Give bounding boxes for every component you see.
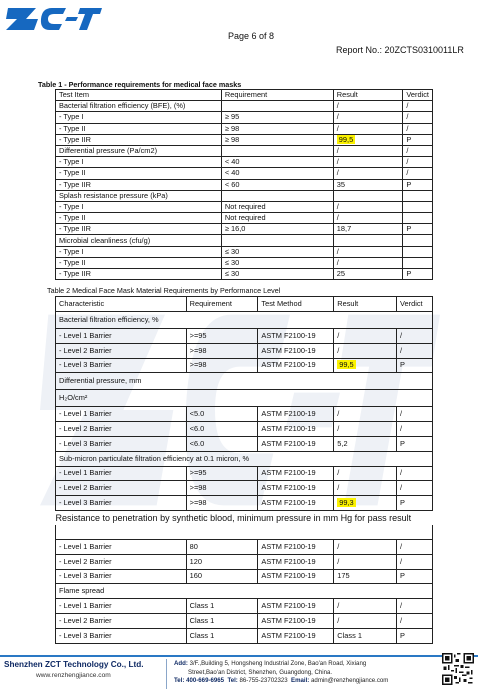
column-header: Characteristic bbox=[56, 297, 187, 312]
table-row bbox=[56, 496, 433, 511]
table-cell: <5.0 bbox=[186, 407, 258, 422]
table-cell: 5,2 bbox=[334, 436, 397, 451]
table-cell: >=98 bbox=[186, 496, 258, 511]
table-row bbox=[56, 466, 433, 481]
table-cell: ASTM F2100-19 bbox=[258, 554, 334, 569]
table-cell: 80 bbox=[186, 539, 258, 554]
table-cell: P bbox=[397, 569, 433, 584]
table-cell: ASTM F2100-19 bbox=[258, 628, 334, 643]
table-row bbox=[56, 358, 433, 373]
material-requirements-table bbox=[55, 296, 433, 644]
table-row bbox=[56, 168, 433, 179]
table-cell: P bbox=[397, 436, 433, 451]
table-cell: 99,3 bbox=[334, 496, 397, 511]
section-label: Sub-micron particulate filtration efficiency at 0.1 micron, % bbox=[56, 451, 433, 466]
table-cell: - Level 3 Barrier bbox=[56, 436, 187, 451]
table-cell: - Type IIR bbox=[56, 224, 222, 235]
table-cell: ASTM F2100-19 bbox=[258, 569, 334, 584]
table-row bbox=[56, 569, 433, 584]
table-cell: - Level 1 Barrier bbox=[56, 599, 187, 614]
table-cell bbox=[221, 145, 333, 156]
table-cell: / bbox=[403, 112, 433, 123]
table-cell: - Level 3 Barrier bbox=[56, 496, 187, 511]
table-cell: / bbox=[397, 599, 433, 614]
table-cell: ASTM F2100-19 bbox=[258, 358, 334, 373]
table-cell: / bbox=[397, 554, 433, 569]
table-cell: / bbox=[397, 613, 433, 628]
table-cell: P bbox=[397, 496, 433, 511]
table-cell: / bbox=[403, 101, 433, 112]
section-label: Bacterial filtration efficiency, % bbox=[56, 312, 433, 329]
table-cell: ASTM F2100-19 bbox=[258, 613, 334, 628]
table-cell: ASTM F2100-19 bbox=[258, 481, 334, 496]
table-cell: ≤ 30 bbox=[221, 257, 333, 268]
footer-rule bbox=[0, 655, 478, 657]
table-cell: ASTM F2100-19 bbox=[258, 496, 334, 511]
column-header: Test Method bbox=[258, 297, 334, 312]
table-cell: Class 1 bbox=[186, 628, 258, 643]
company-name: Shenzhen ZCT Technology Co., Ltd. bbox=[4, 660, 144, 669]
table-cell: ≥ 16,0 bbox=[221, 224, 333, 235]
table-cell: / bbox=[334, 466, 397, 481]
table-cell: <6.0 bbox=[186, 422, 258, 437]
table-cell: / bbox=[334, 343, 397, 358]
table-cell: ASTM F2100-19 bbox=[258, 329, 334, 344]
table-cell: P bbox=[397, 628, 433, 643]
table-cell: 99,5 bbox=[334, 358, 397, 373]
address-line-2: Street,Bao'an District, Shenzhen, Guangdong, China. bbox=[188, 668, 333, 676]
table-cell: ≤ 30 bbox=[221, 246, 333, 257]
table-row bbox=[56, 201, 433, 212]
table-cell: >=95 bbox=[186, 466, 258, 481]
column-header: Requirement bbox=[221, 90, 333, 101]
table-cell: ≥ 98 bbox=[221, 134, 333, 145]
table2-title: Table 2 Medical Face Mask Material Requirements by Performance Level bbox=[47, 286, 281, 295]
table-cell: / bbox=[334, 599, 397, 614]
table-cell: Not required bbox=[221, 201, 333, 212]
table-cell: Microbial cleanliness (cfu/g) bbox=[56, 235, 222, 246]
table-cell: >=98 bbox=[186, 358, 258, 373]
table-cell: / bbox=[403, 145, 433, 156]
table-cell: / bbox=[397, 343, 433, 358]
table-cell: ≤ 30 bbox=[221, 269, 333, 280]
table-cell: / bbox=[334, 422, 397, 437]
section-row bbox=[56, 451, 433, 466]
table-row bbox=[56, 235, 433, 246]
table-cell: >=98 bbox=[186, 481, 258, 496]
table-cell: P bbox=[397, 358, 433, 373]
table-row bbox=[56, 190, 433, 201]
table-cell: - Level 3 Barrier bbox=[56, 358, 187, 373]
table-row bbox=[56, 134, 433, 145]
table-cell: / bbox=[334, 613, 397, 628]
report-number: Report No.: 20ZCTS0310011LR bbox=[336, 45, 464, 55]
table-cell bbox=[403, 246, 433, 257]
table-cell: Not required bbox=[221, 213, 333, 224]
table-cell: / bbox=[333, 257, 403, 268]
table-row bbox=[56, 343, 433, 358]
table-cell: - Level 2 Barrier bbox=[56, 554, 187, 569]
page-number: Page 6 of 8 bbox=[228, 31, 275, 41]
table-row bbox=[56, 224, 433, 235]
table-cell: / bbox=[397, 422, 433, 437]
table-row bbox=[56, 539, 433, 554]
table-cell: ASTM F2100-19 bbox=[258, 343, 334, 358]
section-label: Flame spread bbox=[56, 584, 433, 599]
table-cell: / bbox=[397, 466, 433, 481]
table-cell: 35 bbox=[333, 179, 403, 190]
table-cell bbox=[221, 235, 333, 246]
column-header: Result bbox=[334, 297, 397, 312]
table-cell: / bbox=[334, 554, 397, 569]
section-label: Resistance to penetration by synthetic blood, minimum pressure in mm Hg for pass result bbox=[56, 510, 433, 525]
table-cell: 120 bbox=[186, 554, 258, 569]
table-cell: - Type IIR bbox=[56, 179, 222, 190]
table-cell: Class 1 bbox=[186, 599, 258, 614]
company-website: www.renzhengjiance.com bbox=[36, 672, 111, 679]
table-cell: / bbox=[334, 481, 397, 496]
table-row bbox=[56, 179, 433, 190]
table-cell: / bbox=[334, 407, 397, 422]
column-header: Requirement bbox=[186, 297, 258, 312]
table-cell bbox=[221, 190, 333, 201]
table-cell: - Level 1 Barrier bbox=[56, 539, 187, 554]
table-cell: ASTM F2100-19 bbox=[258, 466, 334, 481]
table-cell: - Type II bbox=[56, 213, 222, 224]
column-header: Verdict bbox=[397, 297, 433, 312]
table-cell: P bbox=[403, 269, 433, 280]
table-cell bbox=[403, 257, 433, 268]
table-cell: / bbox=[333, 157, 403, 168]
table-cell: - Type IIR bbox=[56, 269, 222, 280]
table-row bbox=[56, 329, 433, 344]
section-row bbox=[56, 312, 433, 329]
table-cell bbox=[403, 213, 433, 224]
table-cell: - Level 2 Barrier bbox=[56, 343, 187, 358]
table-cell: / bbox=[333, 145, 403, 156]
table-row bbox=[56, 613, 433, 628]
table-cell: - Level 1 Barrier bbox=[56, 329, 187, 344]
table-cell: 160 bbox=[186, 569, 258, 584]
table-cell: < 40 bbox=[221, 168, 333, 179]
section-label: H₂O/cm² bbox=[56, 390, 187, 407]
table-cell: Class 1 bbox=[186, 613, 258, 628]
table-header-row bbox=[56, 297, 433, 312]
table-cell: - Level 2 Barrier bbox=[56, 613, 187, 628]
table-cell: ≥ 95 bbox=[221, 112, 333, 123]
table-cell bbox=[221, 101, 333, 112]
table-cell: 18,7 bbox=[333, 224, 403, 235]
company-contact: Add: 3/F.,Building 5, Hongsheng Industrial Zone, Bao'an Road, Xixiang Street,Bao'an District, Shenzhen, Guangdong, China. Tel: 400-669-6965 Tel: 86-755-23702323 Email: admin@renzhengjiance.com bbox=[174, 660, 389, 685]
table-row bbox=[56, 436, 433, 451]
table-cell: - Type I bbox=[56, 246, 222, 257]
table-row bbox=[56, 123, 433, 134]
table-cell: - Level 3 Barrier bbox=[56, 628, 187, 643]
table-cell: - Type II bbox=[56, 123, 222, 134]
table-cell: / bbox=[333, 101, 403, 112]
spacer-row bbox=[56, 525, 433, 540]
address-line-1: 3/F.,Building 5, Hongsheng Industrial Zone, Bao'an Road, Xixiang bbox=[189, 660, 367, 667]
table-cell: / bbox=[333, 246, 403, 257]
table-cell: - Level 2 Barrier bbox=[56, 422, 187, 437]
table-cell: Class 1 bbox=[334, 628, 397, 643]
table-cell: P bbox=[403, 134, 433, 145]
table-row bbox=[56, 246, 433, 257]
table-cell: 25 bbox=[333, 269, 403, 280]
table-cell: / bbox=[333, 201, 403, 212]
table-cell: / bbox=[333, 213, 403, 224]
email: admin@renzhengjiance.com bbox=[311, 677, 389, 685]
table-cell: / bbox=[333, 112, 403, 123]
table-row bbox=[56, 145, 433, 156]
section-row bbox=[56, 584, 433, 599]
table-row bbox=[56, 157, 433, 168]
table-cell: ASTM F2100-19 bbox=[258, 436, 334, 451]
table-cell: <6.0 bbox=[186, 436, 258, 451]
table-cell: ASTM F2100-19 bbox=[258, 539, 334, 554]
table-cell: P bbox=[403, 179, 433, 190]
table-cell: P bbox=[403, 224, 433, 235]
table-cell: - Type IIR bbox=[56, 134, 222, 145]
table-cell bbox=[403, 235, 433, 246]
table-cell bbox=[403, 201, 433, 212]
table-cell bbox=[333, 190, 403, 201]
table-cell: - Type I bbox=[56, 112, 222, 123]
table-row bbox=[56, 101, 433, 112]
section-row bbox=[56, 373, 433, 390]
table-cell: - Level 2 Barrier bbox=[56, 481, 187, 496]
table-row bbox=[56, 422, 433, 437]
section-label: Differential pressure, mm bbox=[56, 373, 187, 390]
zct-logo bbox=[6, 4, 102, 34]
table-cell: - Level 1 Barrier bbox=[56, 407, 187, 422]
table-cell: / bbox=[334, 539, 397, 554]
table-cell: < 60 bbox=[221, 179, 333, 190]
table-cell: 99,5 bbox=[333, 134, 403, 145]
section-row bbox=[56, 390, 433, 407]
table-cell: / bbox=[333, 168, 403, 179]
table-cell: / bbox=[397, 407, 433, 422]
table-cell: Bacterial filtration efficiency (BFE), (%) bbox=[56, 101, 222, 112]
table-cell: / bbox=[397, 539, 433, 554]
table-cell: ASTM F2100-19 bbox=[258, 422, 334, 437]
table-cell: - Level 3 Barrier bbox=[56, 569, 187, 584]
table-row bbox=[56, 481, 433, 496]
table-cell: / bbox=[403, 157, 433, 168]
table1-title: Table 1 - Performance requirements for medical face masks bbox=[38, 80, 242, 89]
table-row bbox=[56, 554, 433, 569]
table-cell: / bbox=[403, 123, 433, 134]
table-cell: >=98 bbox=[186, 343, 258, 358]
table-row bbox=[56, 112, 433, 123]
table-cell: ASTM F2100-19 bbox=[258, 407, 334, 422]
column-header: Verdict bbox=[403, 90, 433, 101]
table-cell: / bbox=[403, 168, 433, 179]
column-header: Test Item bbox=[56, 90, 222, 101]
table-cell: ASTM F2100-19 bbox=[258, 599, 334, 614]
table-cell: >=95 bbox=[186, 329, 258, 344]
table-cell: Differential pressure (Pa/cm2) bbox=[56, 145, 222, 156]
table-row bbox=[56, 407, 433, 422]
table-cell: Splash resistance pressure (kPa) bbox=[56, 190, 222, 201]
table-cell: - Level 1 Barrier bbox=[56, 466, 187, 481]
table-row bbox=[56, 628, 433, 643]
table-row bbox=[56, 269, 433, 280]
performance-requirements-table bbox=[55, 89, 433, 280]
table-cell: / bbox=[333, 123, 403, 134]
hotline: 400-669-6965 bbox=[186, 677, 225, 685]
column-header: Result bbox=[333, 90, 403, 101]
table-row bbox=[56, 213, 433, 224]
footer-divider bbox=[166, 659, 167, 689]
telephone: 86-755-23702323 bbox=[239, 677, 288, 685]
table-cell: - Type I bbox=[56, 201, 222, 212]
table-cell: - Type II bbox=[56, 168, 222, 179]
table-cell bbox=[333, 235, 403, 246]
table-cell: - Type I bbox=[56, 157, 222, 168]
table-cell: < 40 bbox=[221, 157, 333, 168]
table-row bbox=[56, 257, 433, 268]
table-cell: ≥ 98 bbox=[221, 123, 333, 134]
table-cell: / bbox=[397, 481, 433, 496]
table-row bbox=[56, 599, 433, 614]
table-cell: 175 bbox=[334, 569, 397, 584]
table-cell: / bbox=[397, 329, 433, 344]
table-cell: - Type II bbox=[56, 257, 222, 268]
section-row bbox=[56, 510, 433, 525]
qr-code-icon bbox=[442, 653, 474, 685]
table-cell bbox=[403, 190, 433, 201]
table-cell: / bbox=[334, 329, 397, 344]
table-header-row bbox=[56, 90, 433, 101]
